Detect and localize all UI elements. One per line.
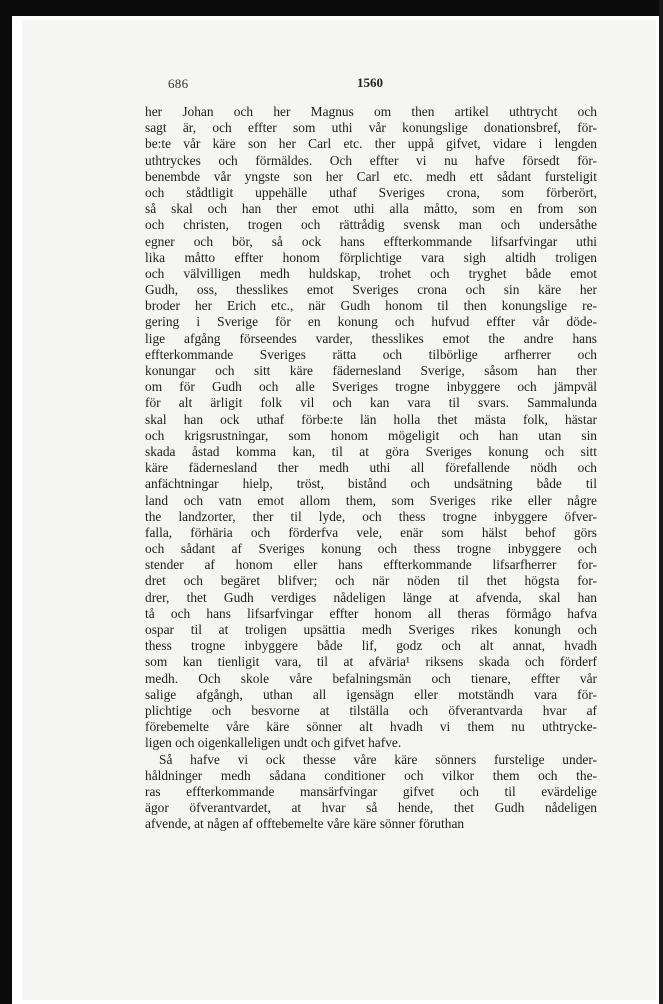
body-text [145, 104, 597, 832]
text-line: ligen och oigenkalleligen undt och gifvet hafve. [145, 735, 402, 751]
text-line: skal han ock uthaf förbe:te län holla thet mästa folk, hästar [145, 411, 597, 427]
text-line: effterkommande Sveriges rätta och tilbörlige arfherrer och [145, 346, 597, 362]
text-line: be:te vår käre son her Carl etc. ther uppå gifvet, vidare i lengden [145, 136, 597, 152]
text-line: och christen, trogen och rättrådig svensk man och undersåthe [145, 217, 597, 233]
running-head-year: 1560 [357, 75, 383, 90]
scan-border-top [0, 0, 663, 16]
text-line: drer, thet Gudh verdiges nådeligen länge at afvenda, skal han [145, 589, 597, 605]
text-line: förebemelte våre käre sönner alt hvadh vi them nu uthtrycke- [145, 719, 597, 735]
text-line: land och vatn emot allom them, som Sveriges rike eller någre [145, 492, 597, 508]
text-line: ägor öfverantvardet, at hvar så hende, thet Gudh nådeligen [145, 800, 597, 816]
text-line: anfächtningar hielp, tröst, bistånd och undsätning både til [145, 476, 597, 492]
text-line: medh. Och skole våre befalningsmän och tienare, effter vår [145, 670, 597, 686]
text-line: dret och begäret blifver; och när nöden til thet högsta for- [145, 573, 597, 589]
text-line: och välvilligen medh huldskap, trohet och tryghet både emot [145, 265, 597, 281]
scan-border-left [0, 0, 12, 1004]
text-line: och sådant af Sveriges konung och thess trogne inbyggere och [145, 541, 597, 557]
text-line: och stådtligit uppehälle uthaf Sveriges crona, som förberört, [145, 184, 597, 200]
text-line: om för Gudh och alle Sveriges trogne inbyggere och jämpväl [145, 379, 597, 395]
text-line: the landzorter, ther til lyde, och thess trogne inbyggere öfver- [145, 508, 597, 524]
text-line: ospar til at troligen upsättia medh Sveriges rikes konungh och [145, 622, 597, 637]
text-line: broder her Erich etc., när Gudh honom til then konungslige re- [145, 298, 597, 314]
text-line: thess trogne inbyggere både lif, godz och alt annat, hvadh [145, 638, 597, 654]
text-line: lige afgång förseendes varder, thesslikes emot the andre hans [145, 330, 597, 346]
scan-border-right [659, 0, 663, 1004]
text-line: salige afgångh, uthan all igensägn eller motständh vara för- [145, 686, 597, 702]
text-line: gering i Sverige för en konung och hufvud effter vår döde- [145, 314, 597, 330]
text-line: för alt ärligit folk vil och kan vara til svars. Sammalunda [145, 395, 597, 411]
text-line: konungar och sitt käre fädernesland Sverige, såsom han ther [145, 363, 597, 378]
text-line: egner och bör, så ock hans effterkommande lifsarfvingar uthi [145, 233, 597, 249]
text-line: tå och hans lifsarfvingar effter honom all theras förmågo hafva [145, 605, 597, 621]
paragraph [145, 752, 597, 833]
text-line: stender af honom eller hans effterkommande lifsarfherrer for- [145, 557, 597, 573]
text-line: benembde vår yngste son her Carl etc. medh ett sådant fursteligit [145, 168, 597, 184]
text-line: afvende, at någen af offtebemelte våre käre sönner föruthan [145, 816, 465, 832]
text-line: Gudh, oss, thesslikes emot Sveriges crona och sin käre her [145, 282, 597, 298]
text-line: käre fädernesland ther medh uthi all förefallende nödh och [145, 460, 597, 476]
page-number: 686 [168, 76, 189, 91]
text-line: lika måtto effter honom förplichtige vara sigh altidh troligen [145, 249, 597, 265]
text-line: och krigsrustningar, som honom mögeligit och han utan sin [145, 427, 597, 443]
text-line: falla, förhäria och förderfva vele, enär som hälst behof görs [145, 524, 597, 540]
text-line: plichtige och besvorne at tilställa och öfverantvarda hvar af [145, 702, 597, 718]
paragraph [145, 104, 597, 752]
text-line: som kan tienligit vara, til at afväria¹ riksens skada och förderf [145, 654, 597, 670]
text-line: skada åstad komma kan, til at göra Sveriges konung och sitt [145, 443, 597, 459]
text-line: sagt är, och effter som uthi vår konungslige donationsbref, för- [145, 120, 597, 136]
text-line: så skal och han ther emot uthi alla måtto, som en from son [145, 201, 597, 217]
text-line: her Johan och her Magnus om then artikel uthtrycht och [145, 104, 597, 119]
text-line: Så hafve vi ock thesse våre käre sönners furstelige under- [159, 751, 597, 767]
text-line: håldninger medh sådana conditioner och vilkor them och the- [145, 767, 597, 783]
text-line: ras effterkommande mansärfvingar gifvet och til evärdelige [145, 783, 597, 799]
text-line: uthtryckes och förmäldes. Och effter vi nu hafve försedt för- [145, 152, 597, 168]
